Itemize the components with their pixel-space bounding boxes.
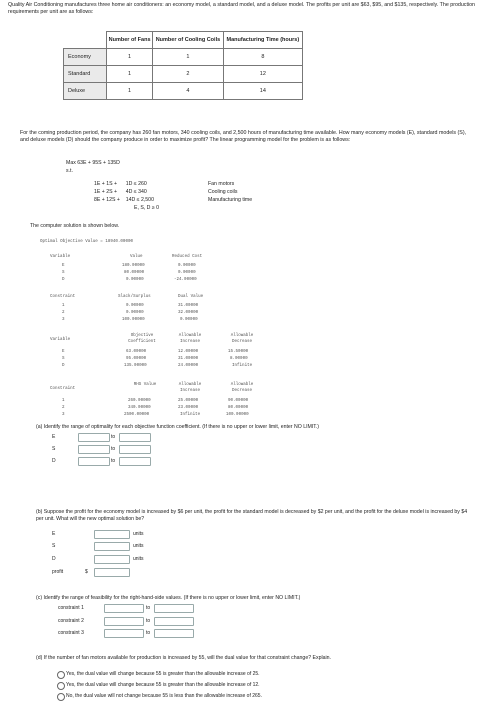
qa-to: to (111, 434, 116, 440)
qc-to: to (146, 630, 151, 636)
qc-c1-lower-input[interactable] (104, 604, 144, 613)
lp-note-1: Fan motors (208, 181, 235, 187)
var-value: 180.00000 (122, 264, 145, 268)
lp-constraint-3: 8E + 12S + 14D ≤ 2,500 (94, 197, 154, 203)
qa-label-e: E (52, 434, 56, 440)
rhs-value: 260.00000 (128, 399, 151, 403)
var-reduced-cost: 0.00000 (178, 271, 196, 275)
cell-coils: 4 (153, 83, 224, 100)
constraint-id: 1 (62, 304, 65, 308)
range-inc: 12.00000 (178, 350, 199, 354)
qc-label-3: constraint 3 (58, 630, 84, 636)
qb-units: units (133, 531, 144, 537)
cell-coils: 2 (153, 66, 224, 83)
range-inc: 24.00000 (178, 364, 199, 368)
qd-option-2-label: Yes, the dual value will change because 55 is greater than the allowable increase of 12. (66, 682, 260, 688)
row-label: Standard (64, 66, 107, 83)
var-name: D (62, 278, 65, 282)
intro-text: Quality Air Conditioning manufactures three home air conditioners: an economy model, a standard model, and a deluxe model. The profits per unit are $63, $95, and $135, respectively. The production requirements per unit are as follows: (8, 2, 475, 15)
qb-label-e: E (52, 531, 56, 537)
rhs-dec: 80.00000 (228, 406, 249, 410)
question-a-text: (a) Identify the range of optimality for each objective function coefficient. (If there is no upper or lower limit, enter NO LIMIT.) (36, 424, 320, 430)
range-var: E (62, 350, 65, 354)
slack-value: 0.00000 (126, 304, 144, 308)
optimal-value: Optimal Objective Value = 18940.00000 (40, 240, 133, 244)
qa-e-upper-input[interactable] (119, 433, 151, 442)
qb-label-d: D (52, 556, 56, 562)
slack-col-header: Slack/Surplus (118, 295, 151, 299)
question-d-text: (d) If the number of fan motors available for production is increased by 55, will the dual value for that constraint change? Explain. (36, 655, 331, 661)
rhs-value: 340.00000 (128, 406, 151, 410)
lp-constraint-1: 1E + 1S + 1D ≤ 260 (94, 181, 147, 187)
var-name: E (62, 264, 65, 268)
range-dec-header: Allowable Decrease (230, 334, 254, 344)
rhs-inc: 23.00000 (178, 406, 199, 410)
row-label: Deluxe (64, 83, 107, 100)
qc-c3-lower-input[interactable] (104, 629, 144, 638)
range-dec: 15.50000 (228, 350, 249, 354)
table-row (64, 83, 303, 100)
header-time: Manufacturing Time (hours) (223, 32, 302, 49)
qa-d-lower-input[interactable] (78, 457, 110, 466)
var-value: 0.00000 (126, 278, 144, 282)
qb-profit-input[interactable] (94, 568, 130, 577)
qc-c3-upper-input[interactable] (154, 629, 194, 638)
lp-objective: Max 63E + 95S + 135D (66, 160, 120, 166)
qa-e-lower-input[interactable] (78, 433, 110, 442)
cell-coils: 1 (153, 49, 224, 66)
dual-col-header: Dual Value (178, 295, 204, 299)
qb-units: units (133, 556, 144, 562)
dual-value: 31.00000 (178, 304, 199, 308)
rhs-dec: 90.00000 (228, 399, 249, 403)
rhs-value: 2500.00000 (124, 413, 150, 417)
rhs-con: 3 (62, 413, 65, 417)
reduced-cost-header: Reduced Cost (172, 255, 203, 259)
rhs-inc-header: Allowable Increase (178, 383, 202, 393)
rhs-con: 1 (62, 399, 65, 403)
qc-label-1: constraint 1 (58, 605, 84, 611)
lp-note-3: Manufacturing time (208, 197, 253, 203)
qc-c2-upper-input[interactable] (154, 617, 194, 626)
question-c-text: (c) Identify the range of feasibility for the right-hand-side values. (If there is no upper or lower limit, enter NO LIMIT.) (36, 595, 301, 601)
qb-d-input[interactable] (94, 555, 130, 564)
cell-fans: 1 (107, 83, 153, 100)
qc-c1-upper-input[interactable] (154, 604, 194, 613)
cell-time: 8 (223, 49, 302, 66)
qa-to: to (111, 446, 116, 452)
lp-constraint-2: 1E + 2S + 4D ≤ 340 (94, 189, 147, 195)
qc-label-2: constraint 2 (58, 618, 84, 624)
range-obj: 95.00000 (126, 357, 147, 361)
range-obj-header: Objective Coefficient (128, 334, 156, 344)
qd-option-1-radio[interactable] (57, 671, 65, 679)
rhs-dec: 100.00000 (226, 413, 249, 417)
lp-st: s.t. (66, 168, 73, 174)
var-reduced-cost: -24.00000 (174, 278, 197, 282)
qa-to: to (111, 458, 116, 464)
range-obj: 63.00000 (126, 350, 147, 354)
slack-value: 0.00000 (126, 311, 144, 315)
qa-label-d: D (52, 458, 56, 464)
cell-fans: 1 (107, 66, 153, 83)
rhs-inc: Infinite (180, 413, 201, 417)
qb-e-input[interactable] (94, 530, 130, 539)
var-col-header: Variable (50, 255, 71, 259)
cell-time: 14 (223, 83, 302, 100)
range-inc: 31.00000 (178, 357, 199, 361)
constraint-id: 2 (62, 311, 65, 315)
qa-d-upper-input[interactable] (119, 457, 151, 466)
value-col-header: Value (130, 255, 143, 259)
range-var-header: Variable (50, 338, 71, 342)
constraint-id: 3 (62, 318, 65, 322)
range-inc-header: Allowable Increase (178, 334, 202, 344)
cell-time: 12 (223, 66, 302, 83)
range-dec: 8.00000 (230, 357, 248, 361)
range-dec: Infinite (232, 364, 253, 368)
header-coils: Number of Cooling Coils (153, 32, 224, 49)
range-obj: 135.00000 (124, 364, 147, 368)
var-name: S (62, 271, 65, 275)
qa-s-lower-input[interactable] (78, 445, 110, 454)
solution-intro: The computer solution is shown below. (30, 223, 120, 229)
qb-dollar-sign: $ (85, 569, 88, 575)
qd-option-3-label: No, the dual value will not change because 55 is less than the allowable increase of 265. (66, 693, 262, 699)
dual-value: 32.00000 (178, 311, 199, 315)
lp-nonneg: E, S, D ≥ 0 (134, 205, 160, 211)
qb-label-s: S (52, 543, 56, 549)
range-var: S (62, 357, 65, 361)
rhs-con-header: Constraint (50, 387, 76, 391)
var-value: 80.00000 (124, 271, 145, 275)
qa-label-s: S (52, 446, 56, 452)
table-row (64, 66, 303, 83)
question-b-text: (b) Suppose the profit for the economy model is increased by $6 per unit, the profit for the standard model is decreased by $2 per unit, and the profit for the deluxe model is increased by $4 per unit. What will the new optimal solution be? (36, 509, 468, 522)
row-label: Economy (64, 49, 107, 66)
rhs-con: 2 (62, 406, 65, 410)
qb-profit-label: profit (52, 569, 64, 575)
constraint-col-header: Constraint (50, 295, 76, 299)
requirements-table (63, 31, 303, 100)
slack-value: 100.00000 (122, 318, 145, 322)
qd-option-2-radio[interactable] (57, 682, 65, 690)
rhs-dec-header: Allowable Decrease (230, 383, 254, 393)
cell-fans: 1 (107, 49, 153, 66)
rhs-value-header: RHS Value (133, 383, 157, 387)
problem-text: For the coming production period, the company has 260 fan motors, 340 cooling coils, and 2,500 hours of manufacturing time available. How many economy models (E), standard models (S), and deluxe models (D) should the company produce in order to maximize profit? The linear programming model for the problem is as follows: (20, 130, 467, 143)
qb-units: units (133, 543, 144, 549)
qc-to: to (146, 618, 151, 624)
qc-to: to (146, 605, 151, 611)
rhs-inc: 25.00000 (178, 399, 199, 403)
qc-c2-lower-input[interactable] (104, 617, 144, 626)
range-var: D (62, 364, 65, 368)
table-row (64, 49, 303, 66)
qd-option-1-label: Yes, the dual value will change because 55 is greater than the allowable increase of 25. (66, 671, 260, 677)
qb-s-input[interactable] (94, 542, 130, 551)
header-fans: Number of Fans (107, 32, 153, 49)
var-reduced-cost: 0.00000 (178, 264, 196, 268)
dual-value: 0.00000 (180, 318, 198, 322)
lp-note-2: Cooling coils (208, 189, 238, 195)
qa-s-upper-input[interactable] (119, 445, 151, 454)
